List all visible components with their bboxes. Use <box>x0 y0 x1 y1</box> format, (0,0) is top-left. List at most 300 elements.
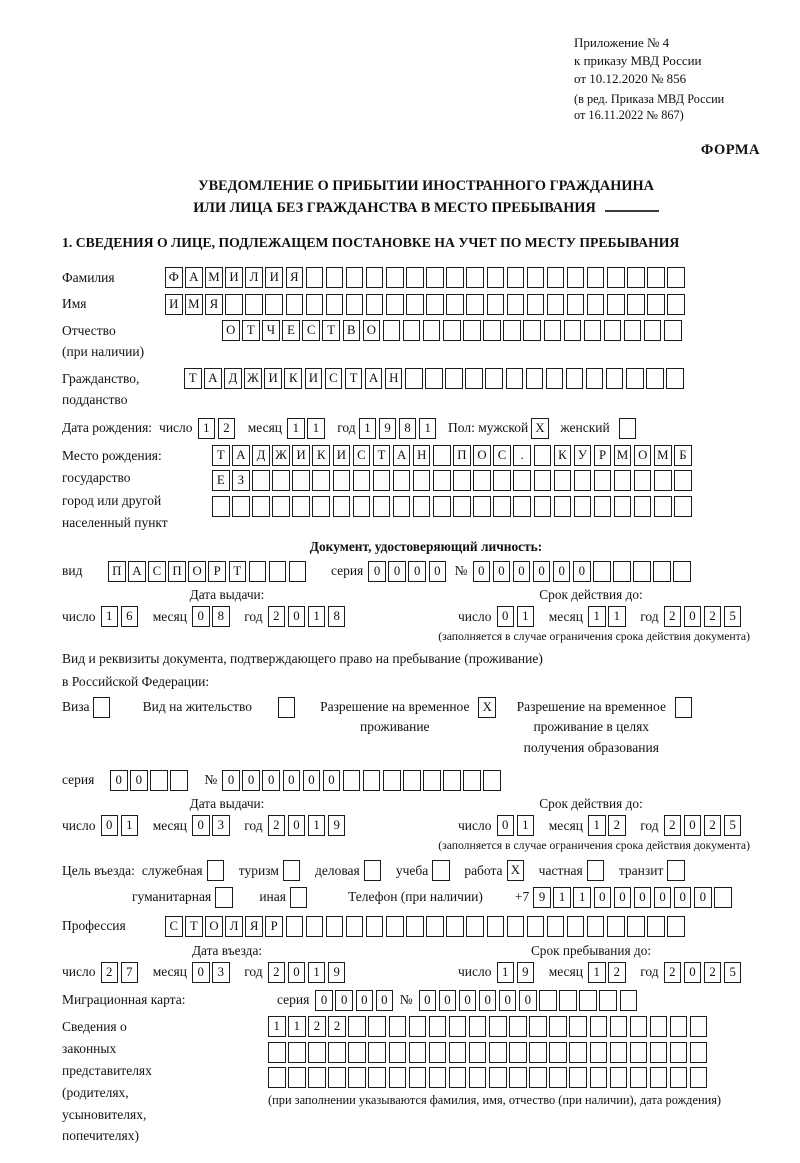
purpose-business-checkbox[interactable] <box>207 860 227 881</box>
char-cell-empty[interactable] <box>386 916 404 937</box>
char-cell-empty[interactable] <box>463 320 481 341</box>
char-cell-empty[interactable] <box>426 294 444 315</box>
char-cell-filled[interactable]: 0 <box>594 887 612 908</box>
char-cell-empty[interactable] <box>594 470 612 491</box>
char-cell-empty[interactable] <box>423 770 441 791</box>
char-cell-filled[interactable]: Ч <box>262 320 280 341</box>
char-cell-filled[interactable]: 0 <box>315 990 333 1011</box>
char-cell-empty[interactable] <box>590 1042 608 1063</box>
char-cell-filled[interactable]: 0 <box>573 561 591 582</box>
char-cell-empty[interactable] <box>667 294 685 315</box>
char-cell-empty[interactable] <box>624 320 642 341</box>
char-cell-empty[interactable] <box>405 368 423 389</box>
char-cell-empty[interactable] <box>326 294 344 315</box>
char-cell-filled[interactable]: 9 <box>533 887 551 908</box>
char-cell-empty[interactable] <box>389 1042 407 1063</box>
char-cell-empty[interactable] <box>653 561 671 582</box>
char-cell-filled[interactable]: 0 <box>288 815 306 836</box>
char-cell-empty[interactable] <box>650 1016 668 1037</box>
char-cell-filled[interactable]: 3 <box>212 815 230 836</box>
char-cell-filled[interactable]: И <box>265 267 283 288</box>
char-cell-empty[interactable] <box>353 496 371 517</box>
char-cell-filled[interactable]: Ж <box>244 368 262 389</box>
char-cell-empty[interactable] <box>446 294 464 315</box>
char-cell-filled[interactable]: Е <box>212 470 230 491</box>
char-cell-filled[interactable]: 0 <box>533 561 551 582</box>
char-cell-empty[interactable] <box>606 368 624 389</box>
char-cell-filled[interactable]: Н <box>413 445 431 466</box>
char-cell-filled[interactable]: 0 <box>473 561 491 582</box>
char-cell-empty[interactable] <box>569 1067 587 1088</box>
char-cell-empty[interactable] <box>443 770 461 791</box>
char-cell-empty[interactable] <box>212 496 230 517</box>
char-cell-empty[interactable] <box>432 860 450 881</box>
char-cell-empty[interactable] <box>487 916 505 937</box>
doc-type-input[interactable] <box>108 561 309 582</box>
purpose-tourism-checkbox[interactable] <box>283 860 303 881</box>
char-cell-empty[interactable] <box>587 294 605 315</box>
char-cell-empty[interactable] <box>587 916 605 937</box>
char-cell-filled[interactable]: В <box>343 320 361 341</box>
char-cell-empty[interactable] <box>443 320 461 341</box>
char-cell-empty[interactable] <box>413 496 431 517</box>
char-cell-filled[interactable]: 0 <box>497 606 515 627</box>
char-cell-empty[interactable] <box>604 320 622 341</box>
char-cell-empty[interactable] <box>667 916 685 937</box>
char-cell-filled[interactable]: 2 <box>664 962 682 983</box>
char-cell-empty[interactable] <box>312 496 330 517</box>
char-cell-filled[interactable]: 9 <box>517 962 535 983</box>
char-cell-empty[interactable] <box>225 294 243 315</box>
char-cell-empty[interactable] <box>409 1042 427 1063</box>
char-cell-filled[interactable]: 2 <box>608 815 626 836</box>
temp-residence-edu-checkbox[interactable] <box>675 697 695 718</box>
char-cell-empty[interactable] <box>333 470 351 491</box>
char-cell-empty[interactable] <box>527 916 545 937</box>
char-cell-empty[interactable] <box>547 267 565 288</box>
birth-place-input-row2[interactable] <box>212 470 694 491</box>
char-cell-empty[interactable] <box>469 1016 487 1037</box>
char-cell-empty[interactable] <box>426 267 444 288</box>
char-cell-filled[interactable]: 0 <box>408 561 426 582</box>
char-cell-filled[interactable]: Б <box>674 445 692 466</box>
char-cell-empty[interactable] <box>252 470 270 491</box>
char-cell-empty[interactable] <box>630 1067 648 1088</box>
char-cell-empty[interactable] <box>607 267 625 288</box>
char-cell-filled[interactable]: 0 <box>192 606 210 627</box>
char-cell-empty[interactable] <box>272 470 290 491</box>
permit-valid-day-input[interactable] <box>497 815 537 836</box>
char-cell-filled[interactable]: 0 <box>110 770 128 791</box>
stay-month-input[interactable] <box>588 962 628 983</box>
char-cell-empty[interactable] <box>328 1067 346 1088</box>
doc-num-input[interactable] <box>473 561 694 582</box>
birth-place-input-row3[interactable] <box>212 496 694 517</box>
char-cell-empty[interactable] <box>348 1042 366 1063</box>
char-cell-filled[interactable]: X <box>507 860 525 881</box>
char-cell-empty[interactable] <box>363 770 381 791</box>
char-cell-empty[interactable] <box>634 470 652 491</box>
char-cell-empty[interactable] <box>574 470 592 491</box>
char-cell-filled[interactable]: 1 <box>101 606 119 627</box>
char-cell-empty[interactable] <box>487 294 505 315</box>
char-cell-empty[interactable] <box>549 1067 567 1088</box>
char-cell-empty[interactable] <box>523 320 541 341</box>
char-cell-empty[interactable] <box>644 320 662 341</box>
char-cell-empty[interactable] <box>627 267 645 288</box>
char-cell-empty[interactable] <box>567 916 585 937</box>
char-cell-filled[interactable]: 1 <box>359 418 377 439</box>
char-cell-filled[interactable]: 1 <box>553 887 571 908</box>
doc-valid-year-input[interactable] <box>664 606 744 627</box>
char-cell-filled[interactable]: 0 <box>376 990 394 1011</box>
char-cell-filled[interactable]: 2 <box>664 606 682 627</box>
char-cell-empty[interactable] <box>610 1067 628 1088</box>
char-cell-filled[interactable]: Т <box>322 320 340 341</box>
char-cell-empty[interactable] <box>453 470 471 491</box>
char-cell-filled[interactable]: 0 <box>493 561 511 582</box>
char-cell-filled[interactable]: 2 <box>664 815 682 836</box>
char-cell-empty[interactable] <box>445 368 463 389</box>
char-cell-filled[interactable]: Н <box>385 368 403 389</box>
char-cell-empty[interactable] <box>539 990 557 1011</box>
char-cell-empty[interactable] <box>527 267 545 288</box>
char-cell-filled[interactable]: О <box>222 320 240 341</box>
char-cell-filled[interactable]: 0 <box>614 887 632 908</box>
char-cell-filled[interactable]: И <box>333 445 351 466</box>
char-cell-empty[interactable] <box>386 294 404 315</box>
char-cell-empty[interactable] <box>626 368 644 389</box>
char-cell-filled[interactable]: Я <box>286 267 304 288</box>
char-cell-empty[interactable] <box>630 1042 648 1063</box>
char-cell-filled[interactable]: О <box>188 561 206 582</box>
char-cell-empty[interactable] <box>306 294 324 315</box>
char-cell-empty[interactable] <box>620 990 638 1011</box>
purpose-study-checkbox[interactable] <box>432 860 452 881</box>
char-cell-filled[interactable]: 0 <box>497 815 515 836</box>
char-cell-filled[interactable]: Т <box>229 561 247 582</box>
char-cell-filled[interactable]: 0 <box>674 887 692 908</box>
char-cell-empty[interactable] <box>487 267 505 288</box>
char-cell-empty[interactable] <box>634 496 652 517</box>
char-cell-empty[interactable] <box>574 496 592 517</box>
char-cell-empty[interactable] <box>446 916 464 937</box>
char-cell-empty[interactable] <box>690 1067 708 1088</box>
char-cell-empty[interactable] <box>469 1042 487 1063</box>
char-cell-filled[interactable]: 0 <box>192 815 210 836</box>
char-cell-empty[interactable] <box>283 860 301 881</box>
char-cell-filled[interactable]: 1 <box>308 815 326 836</box>
char-cell-empty[interactable] <box>509 1067 527 1088</box>
purpose-other-checkbox[interactable] <box>290 887 310 908</box>
entry-year-input[interactable] <box>268 962 348 983</box>
char-cell-filled[interactable]: Ж <box>272 445 290 466</box>
char-cell-filled[interactable]: Т <box>373 445 391 466</box>
char-cell-empty[interactable] <box>245 294 263 315</box>
char-cell-filled[interactable]: . <box>513 445 531 466</box>
char-cell-filled[interactable]: 0 <box>288 606 306 627</box>
char-cell-filled[interactable]: 2 <box>308 1016 326 1037</box>
char-cell-empty[interactable] <box>466 267 484 288</box>
permit-num-input[interactable] <box>222 770 503 791</box>
char-cell-empty[interactable] <box>714 887 732 908</box>
char-cell-empty[interactable] <box>610 1016 628 1037</box>
char-cell-filled[interactable]: 0 <box>303 770 321 791</box>
char-cell-filled[interactable]: С <box>302 320 320 341</box>
char-cell-filled[interactable]: 9 <box>379 418 397 439</box>
char-cell-filled[interactable]: 3 <box>212 962 230 983</box>
char-cell-empty[interactable] <box>446 267 464 288</box>
char-cell-empty[interactable] <box>383 320 401 341</box>
birth-place-input-row1[interactable] <box>212 445 694 466</box>
doc-valid-day-input[interactable] <box>497 606 537 627</box>
char-cell-empty[interactable] <box>393 496 411 517</box>
mc-seriya-input[interactable] <box>315 990 395 1011</box>
char-cell-filled[interactable]: 0 <box>283 770 301 791</box>
char-cell-filled[interactable]: 1 <box>287 418 305 439</box>
char-cell-empty[interactable] <box>569 1042 587 1063</box>
char-cell-empty[interactable] <box>526 368 544 389</box>
char-cell-empty[interactable] <box>252 496 270 517</box>
char-cell-empty[interactable] <box>483 320 501 341</box>
char-cell-filled[interactable]: 0 <box>479 990 497 1011</box>
char-cell-empty[interactable] <box>170 770 188 791</box>
char-cell-filled[interactable]: 1 <box>288 1016 306 1037</box>
char-cell-filled[interactable]: 1 <box>573 887 591 908</box>
char-cell-filled[interactable]: А <box>232 445 250 466</box>
char-cell-empty[interactable] <box>466 916 484 937</box>
char-cell-empty[interactable] <box>308 1042 326 1063</box>
char-cell-empty[interactable] <box>308 1067 326 1088</box>
char-cell-empty[interactable] <box>265 294 283 315</box>
char-cell-filled[interactable]: Л <box>245 267 263 288</box>
char-cell-empty[interactable] <box>613 561 631 582</box>
char-cell-filled[interactable]: 1 <box>517 606 535 627</box>
char-cell-empty[interactable] <box>346 267 364 288</box>
stay-year-input[interactable] <box>664 962 744 983</box>
char-cell-filled[interactable]: 0 <box>513 561 531 582</box>
char-cell-filled[interactable]: А <box>204 368 222 389</box>
char-cell-filled[interactable]: 0 <box>684 606 702 627</box>
char-cell-empty[interactable] <box>483 770 501 791</box>
char-cell-empty[interactable] <box>409 1067 427 1088</box>
char-cell-filled[interactable]: 0 <box>222 770 240 791</box>
char-cell-filled[interactable]: 1 <box>268 1016 286 1037</box>
char-cell-empty[interactable] <box>433 470 451 491</box>
char-cell-empty[interactable] <box>348 1067 366 1088</box>
char-cell-empty[interactable] <box>529 1067 547 1088</box>
char-cell-filled[interactable]: К <box>312 445 330 466</box>
char-cell-filled[interactable]: 0 <box>192 962 210 983</box>
purpose-work-checkbox[interactable] <box>507 860 527 881</box>
char-cell-empty[interactable] <box>368 1042 386 1063</box>
char-cell-empty[interactable] <box>466 294 484 315</box>
char-cell-empty[interactable] <box>675 697 693 718</box>
char-cell-empty[interactable] <box>670 1067 688 1088</box>
char-cell-filled[interactable]: Д <box>252 445 270 466</box>
char-cell-empty[interactable] <box>326 267 344 288</box>
char-cell-empty[interactable] <box>312 470 330 491</box>
char-cell-filled[interactable]: 0 <box>654 887 672 908</box>
char-cell-empty[interactable] <box>594 496 612 517</box>
char-cell-filled[interactable]: 2 <box>268 815 286 836</box>
char-cell-empty[interactable] <box>366 916 384 937</box>
char-cell-empty[interactable] <box>503 320 521 341</box>
char-cell-empty[interactable] <box>326 916 344 937</box>
char-cell-empty[interactable] <box>292 470 310 491</box>
char-cell-empty[interactable] <box>566 368 584 389</box>
char-cell-empty[interactable] <box>289 561 307 582</box>
sex-female-checkbox[interactable] <box>619 418 639 439</box>
char-cell-filled[interactable]: 2 <box>328 1016 346 1037</box>
purpose-private-checkbox[interactable] <box>587 860 607 881</box>
char-cell-filled[interactable]: 8 <box>328 606 346 627</box>
char-cell-empty[interactable] <box>292 496 310 517</box>
char-cell-filled[interactable]: О <box>634 445 652 466</box>
representatives-input-row2[interactable] <box>268 1042 721 1063</box>
char-cell-empty[interactable] <box>269 561 287 582</box>
char-cell-empty[interactable] <box>473 496 491 517</box>
char-cell-empty[interactable] <box>599 990 617 1011</box>
char-cell-filled[interactable]: Е <box>282 320 300 341</box>
char-cell-filled[interactable]: Р <box>208 561 226 582</box>
char-cell-empty[interactable] <box>567 294 585 315</box>
char-cell-empty[interactable] <box>509 1042 527 1063</box>
char-cell-filled[interactable]: Я <box>245 916 263 937</box>
char-cell-filled[interactable]: 0 <box>684 962 702 983</box>
char-cell-empty[interactable] <box>469 1067 487 1088</box>
char-cell-filled[interactable]: М <box>185 294 203 315</box>
char-cell-empty[interactable] <box>389 1067 407 1088</box>
char-cell-filled[interactable]: 0 <box>101 815 119 836</box>
doc-valid-month-input[interactable] <box>588 606 628 627</box>
permit-valid-month-input[interactable] <box>588 815 628 836</box>
char-cell-filled[interactable]: 1 <box>121 815 139 836</box>
char-cell-empty[interactable] <box>647 267 665 288</box>
char-cell-empty[interactable] <box>674 496 692 517</box>
birth-year-input[interactable] <box>359 418 439 439</box>
char-cell-filled[interactable]: А <box>128 561 146 582</box>
char-cell-empty[interactable] <box>534 496 552 517</box>
char-cell-empty[interactable] <box>433 496 451 517</box>
purpose-commercial-checkbox[interactable] <box>364 860 384 881</box>
char-cell-filled[interactable]: 1 <box>198 418 216 439</box>
temp-residence-checkbox[interactable] <box>478 697 498 718</box>
char-cell-filled[interactable]: П <box>108 561 126 582</box>
char-cell-empty[interactable] <box>584 320 602 341</box>
char-cell-filled[interactable]: 1 <box>517 815 535 836</box>
sex-male-checkbox[interactable] <box>531 418 551 439</box>
char-cell-empty[interactable] <box>346 294 364 315</box>
char-cell-filled[interactable]: 1 <box>588 962 606 983</box>
char-cell-filled[interactable]: 2 <box>268 962 286 983</box>
char-cell-filled[interactable]: Т <box>185 916 203 937</box>
char-cell-empty[interactable] <box>547 916 565 937</box>
char-cell-filled[interactable]: 2 <box>704 606 722 627</box>
char-cell-filled[interactable]: 1 <box>419 418 437 439</box>
char-cell-empty[interactable] <box>429 1067 447 1088</box>
char-cell-empty[interactable] <box>364 860 382 881</box>
char-cell-filled[interactable]: 1 <box>307 418 325 439</box>
char-cell-filled[interactable]: 0 <box>684 815 702 836</box>
char-cell-filled[interactable]: О <box>363 320 381 341</box>
char-cell-empty[interactable] <box>465 368 483 389</box>
char-cell-empty[interactable] <box>559 990 577 1011</box>
representatives-input-row3[interactable] <box>268 1067 721 1088</box>
char-cell-filled[interactable]: П <box>168 561 186 582</box>
char-cell-empty[interactable] <box>493 470 511 491</box>
char-cell-filled[interactable]: 9 <box>328 815 346 836</box>
char-cell-empty[interactable] <box>353 470 371 491</box>
char-cell-empty[interactable] <box>579 990 597 1011</box>
doc-issue-month-input[interactable] <box>192 606 232 627</box>
char-cell-empty[interactable] <box>368 1016 386 1037</box>
char-cell-filled[interactable]: Т <box>345 368 363 389</box>
char-cell-filled[interactable]: 0 <box>439 990 457 1011</box>
char-cell-filled[interactable]: С <box>165 916 183 937</box>
char-cell-empty[interactable] <box>547 294 565 315</box>
char-cell-filled[interactable]: У <box>574 445 592 466</box>
char-cell-filled[interactable]: 0 <box>429 561 447 582</box>
char-cell-empty[interactable] <box>666 368 684 389</box>
char-cell-empty[interactable] <box>674 470 692 491</box>
char-cell-empty[interactable] <box>290 887 308 908</box>
char-cell-filled[interactable]: 0 <box>130 770 148 791</box>
char-cell-empty[interactable] <box>554 496 572 517</box>
char-cell-empty[interactable] <box>286 916 304 937</box>
name-input[interactable] <box>165 294 687 315</box>
char-cell-filled[interactable]: 0 <box>694 887 712 908</box>
char-cell-filled[interactable]: 2 <box>101 962 119 983</box>
char-cell-empty[interactable] <box>473 470 491 491</box>
char-cell-filled[interactable]: О <box>205 916 223 937</box>
char-cell-filled[interactable]: 1 <box>588 606 606 627</box>
char-cell-empty[interactable] <box>506 368 524 389</box>
char-cell-empty[interactable] <box>429 1016 447 1037</box>
char-cell-filled[interactable]: 5 <box>724 606 742 627</box>
char-cell-filled[interactable]: З <box>232 470 250 491</box>
char-cell-filled[interactable]: М <box>205 267 223 288</box>
char-cell-empty[interactable] <box>368 1067 386 1088</box>
permit-seriya-input[interactable] <box>110 770 190 791</box>
char-cell-empty[interactable] <box>627 294 645 315</box>
char-cell-empty[interactable] <box>567 267 585 288</box>
char-cell-filled[interactable]: X <box>478 697 496 718</box>
char-cell-empty[interactable] <box>654 496 672 517</box>
char-cell-filled[interactable]: 6 <box>121 606 139 627</box>
char-cell-filled[interactable]: И <box>264 368 282 389</box>
char-cell-empty[interactable] <box>564 320 582 341</box>
char-cell-empty[interactable] <box>647 916 665 937</box>
surname-input[interactable] <box>165 267 687 288</box>
char-cell-filled[interactable]: 2 <box>704 962 722 983</box>
char-cell-filled[interactable]: 0 <box>459 990 477 1011</box>
char-cell-empty[interactable] <box>393 470 411 491</box>
char-cell-filled[interactable]: 0 <box>419 990 437 1011</box>
char-cell-empty[interactable] <box>249 561 267 582</box>
char-cell-filled[interactable]: 1 <box>308 962 326 983</box>
char-cell-filled[interactable]: С <box>493 445 511 466</box>
char-cell-empty[interactable] <box>333 496 351 517</box>
char-cell-filled[interactable]: К <box>554 445 572 466</box>
char-cell-filled[interactable]: Р <box>265 916 283 937</box>
char-cell-empty[interactable] <box>513 470 531 491</box>
char-cell-filled[interactable]: И <box>165 294 183 315</box>
char-cell-empty[interactable] <box>389 1016 407 1037</box>
char-cell-empty[interactable] <box>413 470 431 491</box>
char-cell-empty[interactable] <box>463 770 481 791</box>
char-cell-empty[interactable] <box>586 368 604 389</box>
